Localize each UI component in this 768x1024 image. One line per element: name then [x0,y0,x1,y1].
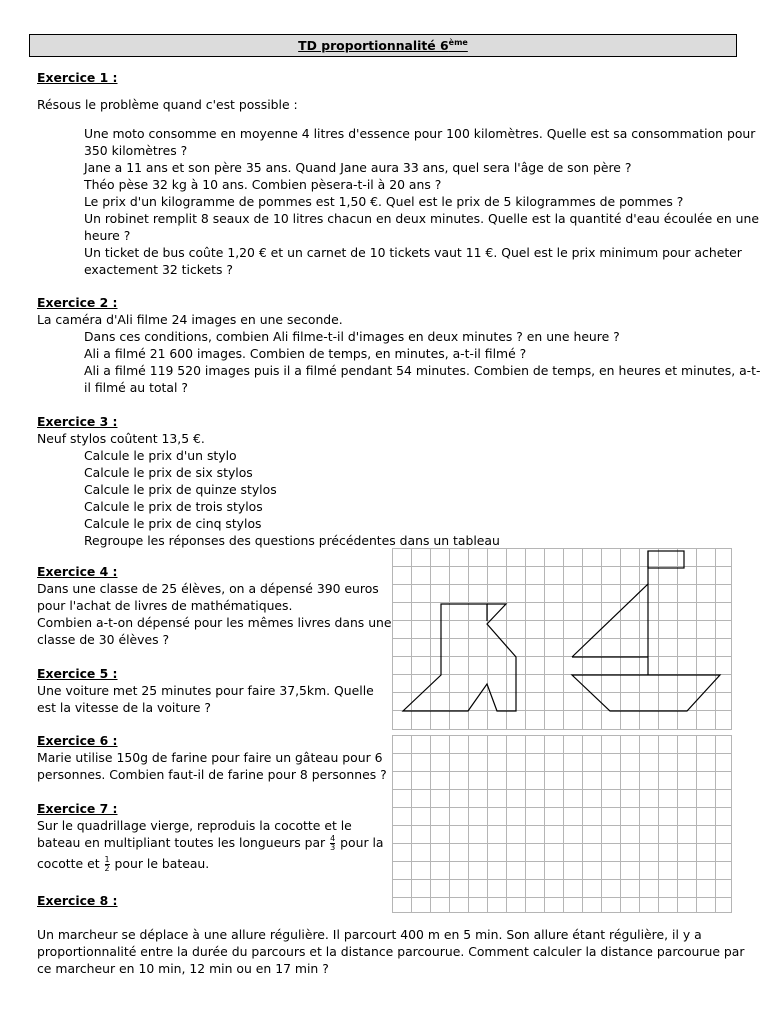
ex4-line: Combien a-t-on dépensé pour les mêmes livres dans une [37,615,392,630]
fraction-one-half [105,856,110,873]
ex5-line: est la vitesse de la voiture ? [37,700,212,715]
ex4-line: Dans une classe de 25 élèves, on a dépensé 390 euros [37,581,379,596]
ex3-line: Calcule le prix de trois stylos [84,499,263,514]
ex3-line: Calcule le prix d'un stylo [84,448,237,463]
ex8-line: ce marcheur en 10 min, 12 min ou en 17 min ? [37,961,329,976]
ex3-line: Regroupe les réponses des questions précédentes dans un tableau [84,533,500,548]
ex1-line: 350 kilomètres ? [84,143,188,158]
ex1-intro: Résous le problème quand c'est possible : [37,97,298,112]
ex1-line: Théo pèse 32 kg à 10 ans. Combien pèsera-t-il à 20 ans ? [84,177,442,192]
fraction-numerator: 1 [104,855,110,864]
blank-grid[interactable] [392,735,732,913]
ex1-heading: Exercice 1 : [37,70,118,85]
ex2-heading: Exercice 2 : [37,295,118,310]
ex3-intro: Neuf stylos coûtent 13,5 €. [37,431,205,446]
ex7-line [37,855,209,873]
ex2-line: il filmé au total ? [84,380,188,395]
ex3-line: Calcule le prix de cinq stylos [84,516,262,531]
title-text: TD proportionnalité 6 [298,38,449,53]
fraction-denominator: 2 [104,864,110,873]
ex3-line: Calcule le prix de six stylos [84,465,253,480]
ex8-heading: Exercice 8 : [37,893,118,908]
ex7-text: pour le bateau. [114,856,210,871]
bateau-sail [572,584,648,675]
ex8-line: Un marcheur se déplace à une allure régulière. Il parcourt 400 m en 5 min. Son allure étant régulière, il y a [37,927,702,942]
ex5-line: Une voiture met 25 minutes pour faire 37,5km. Quelle [37,683,374,698]
ex1-line: exactement 32 tickets ? [84,262,233,277]
title-superscript: ème [448,37,468,47]
ex1-line: Le prix d'un kilogramme de pommes est 1,50 €. Quel est le prix de 5 kilogrammes de pommes ? [84,194,684,209]
ex1-line: Jane a 11 ans et son père 35 ans. Quand Jane aura 33 ans, quel sera l'âge de son père ? [84,160,632,175]
ex5-heading: Exercice 5 : [37,666,118,681]
ex7-line [37,834,384,852]
ex1-line: Un robinet remplit 8 seaux de 10 litres chacun en deux minutes. Quelle est la quantité d'eau écoulée en une [84,211,759,226]
ex1-line: Une moto consomme en moyenne 4 litres d'essence pour 100 kilomètres. Quelle est sa consommation pour [84,126,756,141]
bateau-flag [648,551,684,568]
ex6-line: personnes. Combien faut-il de farine pour 8 personnes ? [37,767,387,782]
ex4-heading: Exercice 4 : [37,564,118,579]
ex6-heading: Exercice 6 : [37,733,118,748]
fraction-four-thirds [330,835,335,852]
ex6-line: Marie utilise 150g de farine pour faire un gâteau pour 6 [37,750,383,765]
ex7-text: pour la [340,835,384,850]
figures-grid [392,548,732,730]
page-title [29,34,737,57]
ex1-line: heure ? [84,228,131,243]
ex1-line: Un ticket de bus coûte 1,20 € et un carnet de 10 tickets vaut 11 €. Quel est le prix minimum pour acheter [84,245,742,260]
ex8-line: proportionnalité entre la durée du parcours et la distance parcourue. Comment calculer la distance parcourue par [37,944,745,959]
ex2-line: Ali a filmé 119 520 images puis il a filmé pendant 54 minutes. Combien de temps, en heures et minutes, a-t- [84,363,761,378]
grid-lines [392,548,732,730]
ex4-line: classe de 30 élèves ? [37,632,170,647]
grid-lines [392,735,732,913]
ex3-line: Calcule le prix de quinze stylos [84,482,277,497]
ex7-heading: Exercice 7 : [37,801,118,816]
ex4-line: pour l'achat de livres de mathématiques. [37,598,293,613]
ex2-intro: La caméra d'Ali filme 24 images en une seconde. [37,312,343,327]
fraction-denominator: 3 [330,843,336,852]
ex7-text: bateau en multipliant toutes les longueurs par [37,835,326,850]
ex2-line: Ali a filmé 21 600 images. Combien de temps, en minutes, a-t-il filmé ? [84,346,527,361]
ex7-text: cocotte et [37,856,100,871]
ex7-line: Sur le quadrillage vierge, reproduis la cocotte et le [37,818,352,833]
ex3-heading: Exercice 3 : [37,414,118,429]
ex2-line: Dans ces conditions, combien Ali filme-t-il d'images en deux minutes ? en une heure ? [84,329,620,344]
fraction-numerator: 4 [330,834,336,843]
